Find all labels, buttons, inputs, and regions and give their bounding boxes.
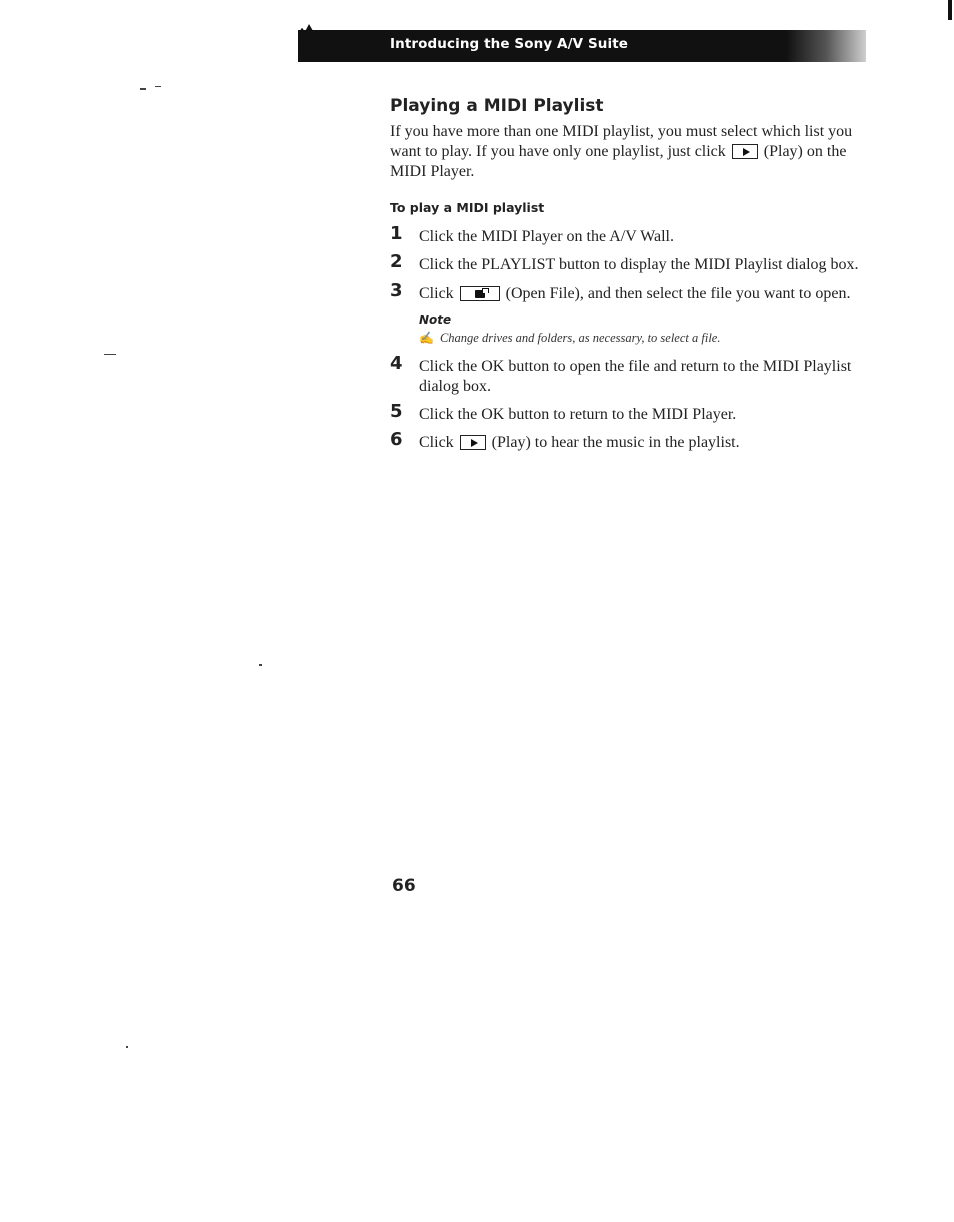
step-text-after: (Play) to hear the music in the playlist. — [491, 434, 740, 451]
open-file-icon — [460, 286, 500, 301]
section-title: Playing a MIDI Playlist — [390, 96, 604, 116]
page-number: 66 — [392, 876, 416, 896]
scan-speck — [259, 664, 262, 666]
scan-edge-mark — [948, 0, 952, 20]
step-text-after: (Open File), and then select the file you want to open. — [505, 285, 851, 302]
header-title: Introducing the Sony A/V Suite — [390, 36, 629, 52]
step-text-line-2: dialog box. — [419, 378, 491, 395]
pen-icon: ✍ — [419, 331, 434, 345]
intro-line-2-before: want to play. If you have only one playlist, just click — [390, 143, 726, 160]
step-number: 6 — [390, 429, 403, 450]
step-number: 5 — [390, 401, 403, 422]
play-icon — [732, 144, 758, 159]
note — [419, 331, 720, 346]
step-text: Click the PLAYLIST button to display the MIDI Playlist dialog box. — [419, 256, 859, 273]
step-text: Click the OK button to return to the MIDI Player. — [419, 406, 737, 423]
scan-speck — [126, 1046, 128, 1048]
scan-speck — [155, 86, 161, 87]
note-label: Note — [419, 313, 452, 327]
step-text — [419, 433, 740, 453]
scan-speck — [104, 354, 116, 355]
intro-line-2 — [390, 142, 890, 162]
intro-line-1: If you have more than one MIDI playlist, you must select which list you — [390, 123, 853, 140]
step-text-line-1: Click the OK button to open the file and return to the MIDI Playlist — [419, 358, 852, 375]
intro-line-2-after: (Play) on the — [763, 143, 847, 160]
step-number: 2 — [390, 251, 403, 272]
note-text: Change drives and folders, as necessary, to select a file. — [439, 331, 721, 345]
step-number: 1 — [390, 223, 403, 244]
step-text-before: Click — [419, 285, 454, 302]
intro-line-3: MIDI Player. — [390, 163, 475, 180]
step-text — [419, 284, 850, 304]
step-text-before: Click — [419, 434, 454, 451]
intro-paragraph — [390, 122, 890, 182]
step-number: 3 — [390, 280, 403, 301]
play-icon — [460, 435, 486, 450]
scan-speck — [140, 88, 146, 90]
procedure-title: To play a MIDI playlist — [390, 200, 545, 215]
step-number: 4 — [390, 353, 403, 374]
step-text: Click the MIDI Player on the A/V Wall. — [419, 228, 674, 245]
